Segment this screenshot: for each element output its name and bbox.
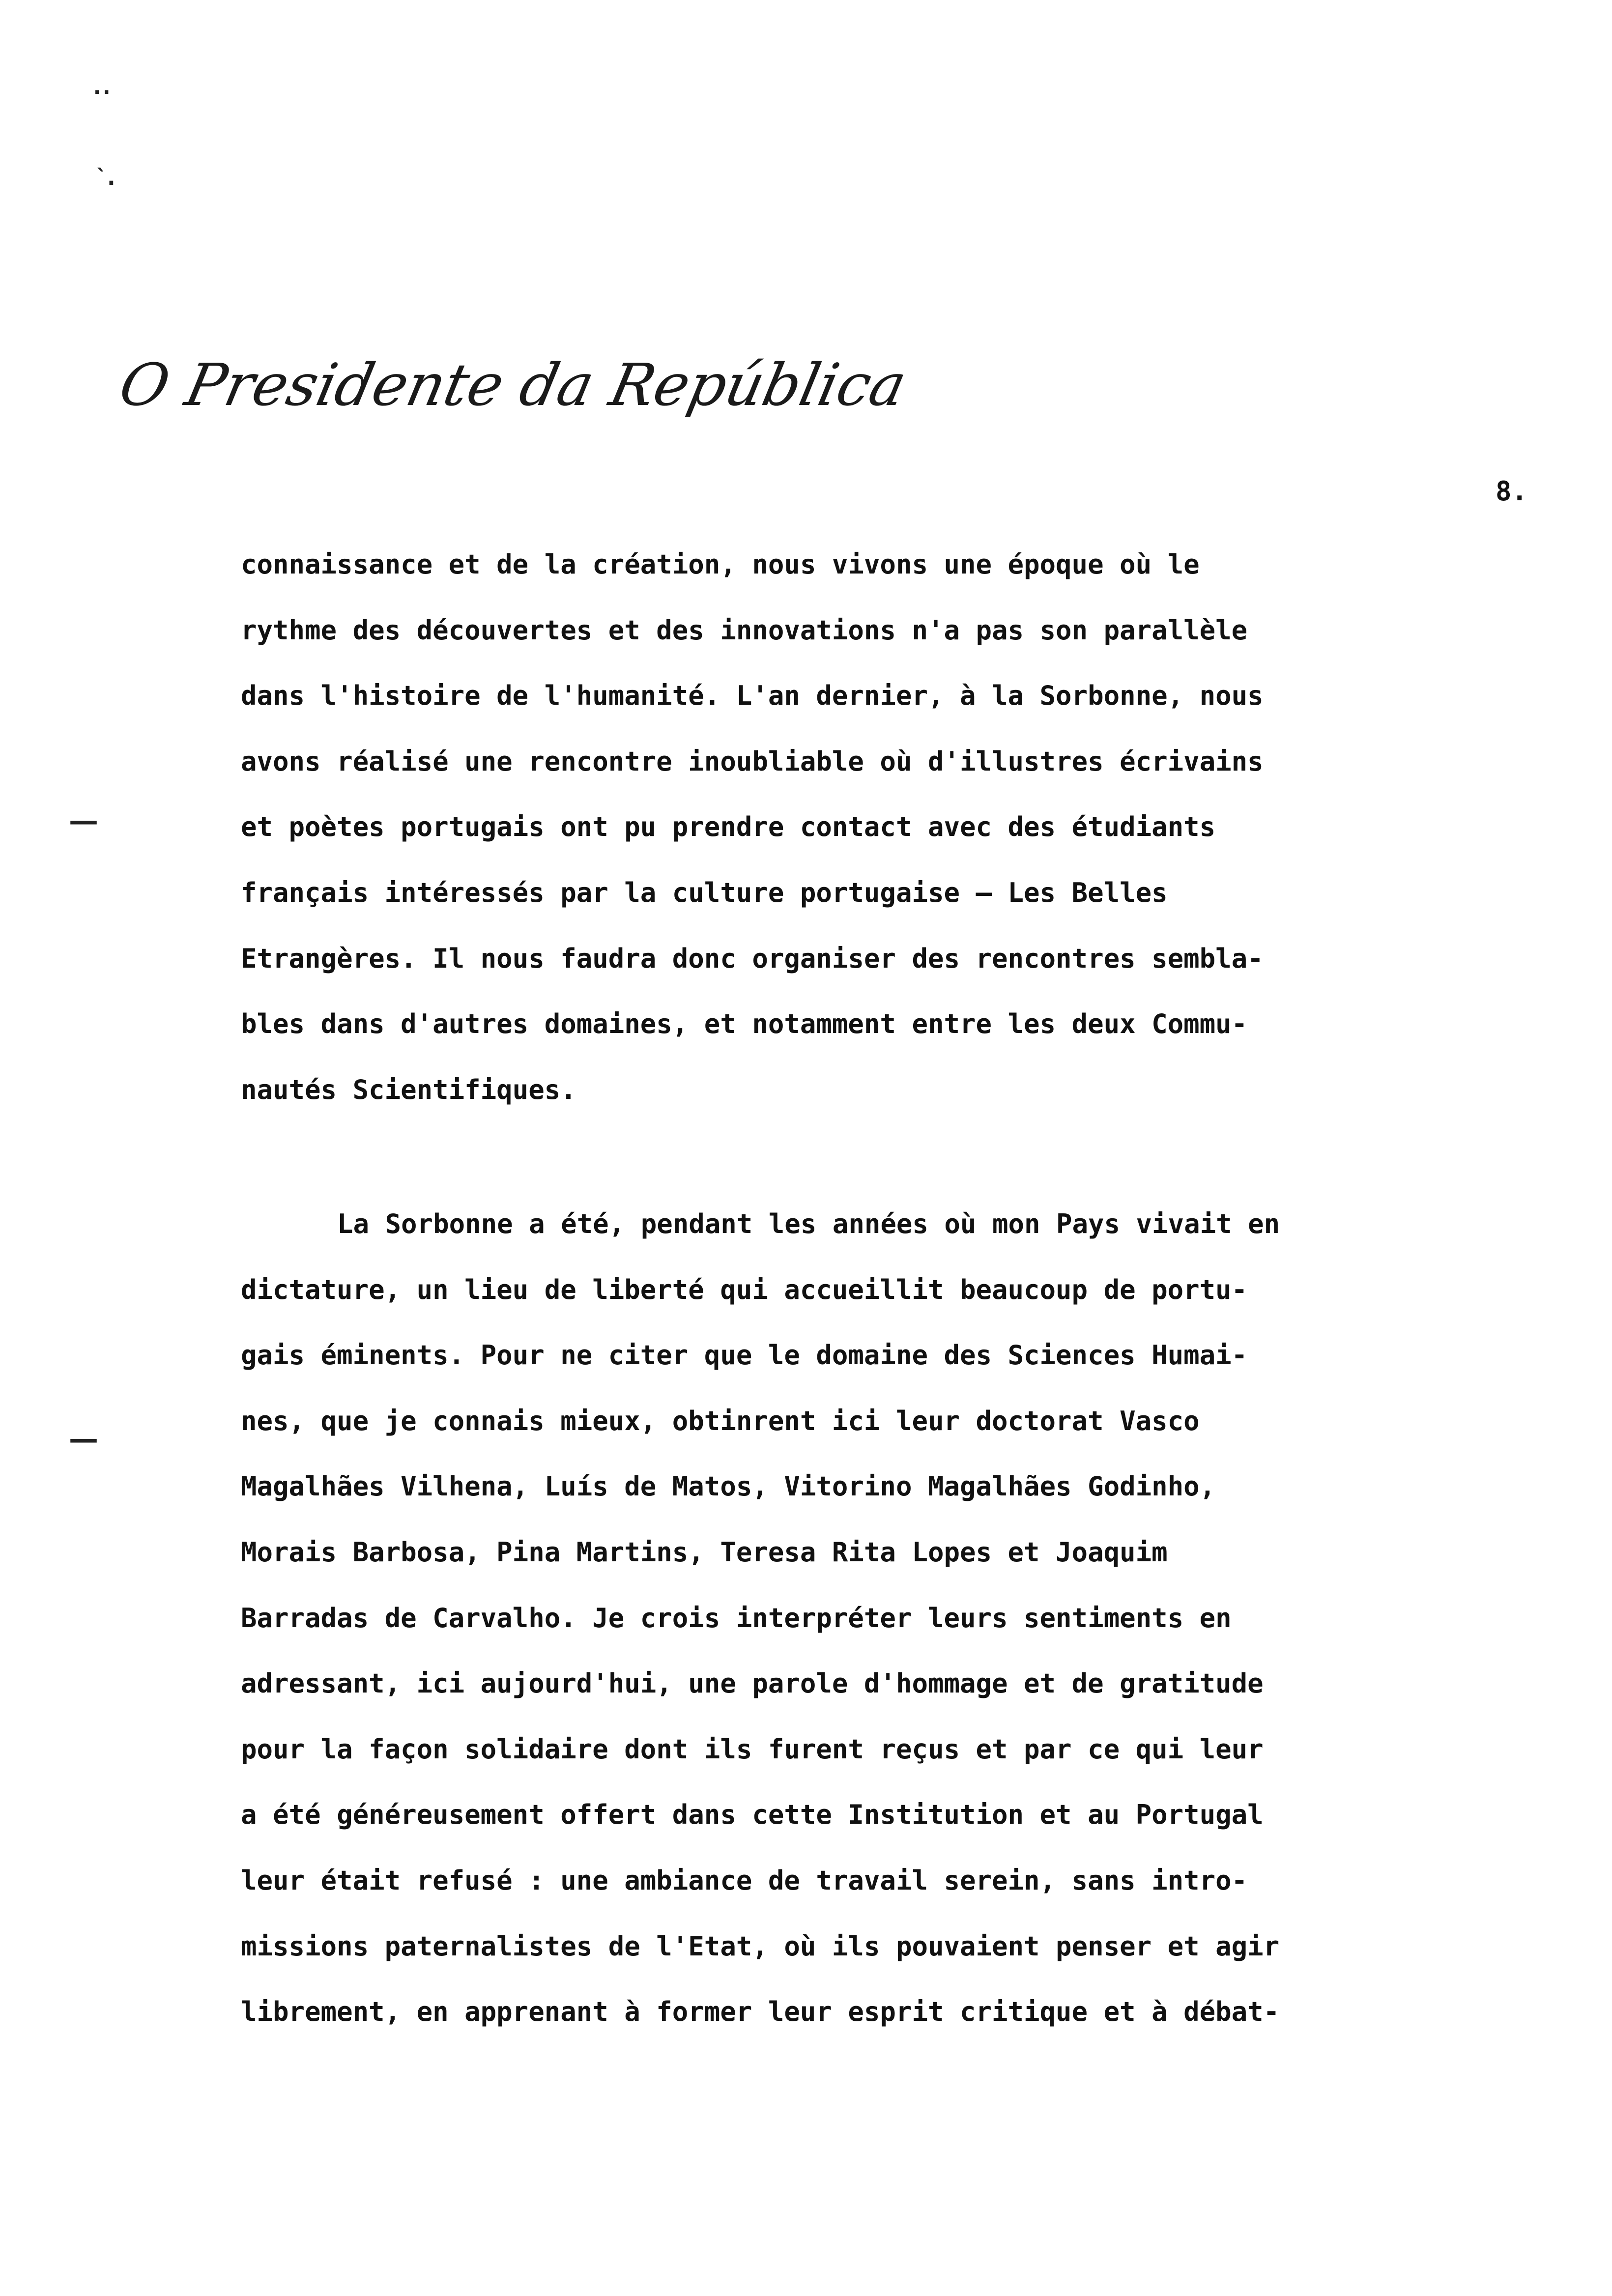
text-line: dans l'histoire de l'humanité. L'an dernier, à la Sorbonne, nous xyxy=(241,680,1264,712)
text-line: connaissance et de la création, nous vivons une époque où le xyxy=(241,549,1200,580)
text-line: pour la façon solidaire dont ils furent reçus et par ce qui leur xyxy=(241,1733,1264,1765)
paragraph-1 xyxy=(241,532,1525,1122)
text-line: Morais Barbosa, Pina Martins, Teresa Rita Lopes et Joaquim xyxy=(241,1536,1168,1568)
text-line: bles dans d'autres domaines, et notamment entre les deux Commu- xyxy=(241,1008,1248,1040)
text-line: Barradas de Carvalho. Je crois interpréter leurs sentiments en xyxy=(241,1602,1232,1634)
text-line: missions paternalistes de l'Etat, où ils pouvaient penser et agir xyxy=(241,1930,1280,1962)
page-number: 8. xyxy=(1495,476,1527,507)
text-line: nes, que je connais mieux, obtinrent ici leur doctorat Vasco xyxy=(241,1405,1200,1436)
text-line: Etrangères. Il nous faudra donc organiser des rencontres sembla- xyxy=(241,943,1264,974)
text-line: avons réalisé une rencontre inoubliable où d'illustres écrivains xyxy=(241,746,1264,777)
letterhead: O Presidente da República xyxy=(114,351,913,419)
text-line: gais éminents. Pour ne citer que le domaine des Sciences Humai- xyxy=(241,1340,1248,1371)
margin-mark: — xyxy=(69,1422,98,1456)
text-line: nautés Scientifiques. xyxy=(241,1074,576,1105)
text-line: a été généreusement offert dans cette Institution et au Portugal xyxy=(241,1799,1264,1831)
text-line: dictature, un lieu de liberté qui accueillit beaucoup de portu- xyxy=(241,1274,1248,1305)
text-line: français intéressés par la culture portugaise – Les Belles xyxy=(241,877,1168,908)
text-line: adressant, ici aujourd'hui, une parole d'hommage et de gratitude xyxy=(241,1668,1264,1699)
text-line: rythme des découvertes et des innovations n'a pas son parallèle xyxy=(241,614,1248,646)
margin-mark: `. xyxy=(96,165,115,190)
text-line: Magalhães Vilhena, Luís de Matos, Vitorino Magalhães Godinho, xyxy=(241,1471,1216,1502)
margin-mark: — xyxy=(69,804,98,838)
text-line: librement, en apprenant à former leur esprit critique et à débat- xyxy=(241,1996,1280,2028)
text-line: La Sorbonne a été, pendant les années où mon Pays vivait en xyxy=(337,1208,1280,1239)
text-line: leur était refusé : une ambiance de travail serein, sans intro- xyxy=(241,1865,1248,1896)
paragraph-2 xyxy=(241,1191,1525,2045)
text-line: et poètes portugais ont pu prendre contact avec des étudiants xyxy=(241,811,1216,843)
margin-mark: .. xyxy=(93,76,113,99)
